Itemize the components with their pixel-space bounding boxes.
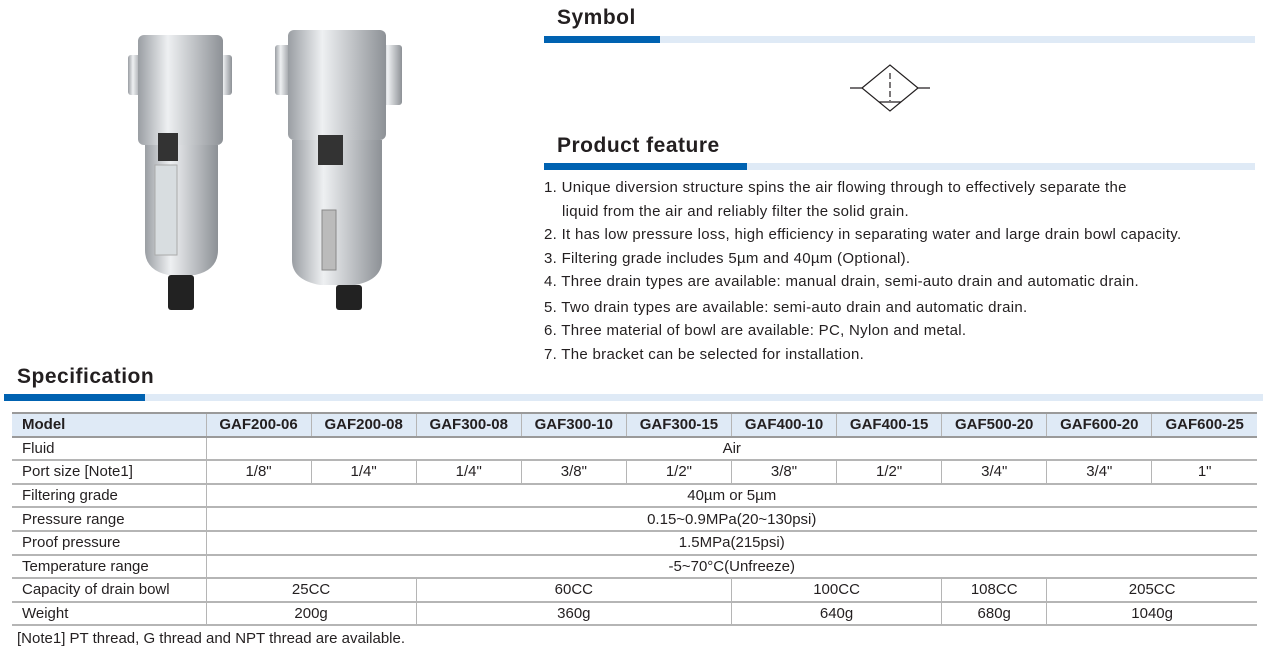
feature-list xyxy=(544,176,1181,366)
feature-item: 4. Three drain types are available: manual drain, semi-auto drain and automatic drain. xyxy=(544,273,1140,290)
row-label: Capacity of drain bowl xyxy=(12,578,206,602)
row-label: Weight xyxy=(12,602,206,626)
weight-cell: 360g xyxy=(416,602,731,626)
feature-item: 7. The bracket can be selected for installation. xyxy=(544,345,865,363)
product-photo-large-filter xyxy=(270,25,410,310)
port-cell: 1/8" xyxy=(206,460,311,484)
model-cell: GAF500-20 xyxy=(942,413,1047,437)
model-cell: GAF200-08 xyxy=(311,413,416,437)
table-row-fluid xyxy=(12,437,1257,461)
table-note: [Note1] PT thread, G thread and NPT thread are available. xyxy=(17,630,406,647)
port-cell: 3/8" xyxy=(731,460,836,484)
feature-item: liquid from the air and reliably filter the solid grain. xyxy=(562,202,909,220)
pressure-value: 0.15~0.9MPa(20~130psi) xyxy=(206,507,1257,531)
table-row-filtering-grade xyxy=(12,484,1257,508)
row-label: Filtering grade xyxy=(12,484,206,508)
capacity-cell: 108CC xyxy=(942,578,1047,602)
capacity-cell: 100CC xyxy=(731,578,941,602)
port-cell: 1/4" xyxy=(416,460,521,484)
feature-item: 1. Unique diversion structure spins the air flowing through to effectively separate the xyxy=(544,179,1127,196)
table-row-model xyxy=(12,413,1257,437)
port-cell: 3/8" xyxy=(521,460,626,484)
row-label: Proof pressure xyxy=(12,531,206,555)
port-cell: 1/2" xyxy=(837,460,942,484)
weight-cell: 200g xyxy=(206,602,416,626)
table-row-capacity xyxy=(12,578,1257,602)
product-feature-heading: Product feature xyxy=(557,134,720,157)
capacity-cell: 60CC xyxy=(416,578,731,602)
model-cell: GAF300-08 xyxy=(416,413,521,437)
product-photo-small-filter xyxy=(120,25,240,310)
product-feature-underline xyxy=(544,163,1255,170)
feature-item: 3. Filtering grade includes 5µm and 40µm (Optional). xyxy=(544,249,911,267)
model-cell: GAF200-06 xyxy=(206,413,311,437)
filter-value: 40µm or 5µm xyxy=(206,484,1257,508)
port-cell: 3/4" xyxy=(1047,460,1152,484)
port-cell: 1/2" xyxy=(626,460,731,484)
weight-cell: 640g xyxy=(731,602,941,626)
model-cell: GAF300-10 xyxy=(521,413,626,437)
model-cell: GAF600-20 xyxy=(1047,413,1152,437)
capacity-cell: 205CC xyxy=(1047,578,1257,602)
model-cell: GAF300-15 xyxy=(626,413,731,437)
port-cell: 1" xyxy=(1152,460,1257,484)
table-row-temperature xyxy=(12,555,1257,579)
weight-cell: 680g xyxy=(942,602,1047,626)
temp-value: -5~70°C(Unfreeze) xyxy=(206,555,1257,579)
row-label: Model xyxy=(12,413,206,437)
specification-underline xyxy=(4,394,1263,401)
model-cell: GAF600-25 xyxy=(1152,413,1257,437)
proof-value: 1.5MPa(215psi) xyxy=(206,531,1257,555)
table-row-port-size xyxy=(12,460,1257,484)
capacity-cell: 25CC xyxy=(206,578,416,602)
port-cell: 1/4" xyxy=(311,460,416,484)
specification-heading: Specification xyxy=(17,365,155,388)
feature-item: 5. Two drain types are available: semi-auto drain and automatic drain. xyxy=(544,298,1028,316)
table-row-proof-pressure xyxy=(12,531,1257,555)
port-cell: 3/4" xyxy=(942,460,1047,484)
feature-item: 6. Three material of bowl are available: PC, Nylon and metal. xyxy=(544,322,967,339)
fluid-value: Air xyxy=(206,437,1257,461)
feature-item: 2. It has low pressure loss, high efficiency in separating water and large drain bowl capacity. xyxy=(544,226,1182,243)
model-cell: GAF400-15 xyxy=(837,413,942,437)
row-label: Temperature range xyxy=(12,555,206,579)
table-row-pressure-range xyxy=(12,507,1257,531)
symbol-heading: Symbol xyxy=(557,6,636,29)
filter-symbol-icon xyxy=(850,63,930,113)
row-label: Fluid xyxy=(12,437,206,461)
specification-table xyxy=(12,412,1257,626)
table-row-weight xyxy=(12,602,1257,626)
weight-cell: 1040g xyxy=(1047,602,1257,626)
model-cell: GAF400-10 xyxy=(731,413,836,437)
row-label: Pressure range xyxy=(12,507,206,531)
symbol-heading-underline xyxy=(544,36,1255,43)
row-label: Port size [Note1] xyxy=(12,460,206,484)
